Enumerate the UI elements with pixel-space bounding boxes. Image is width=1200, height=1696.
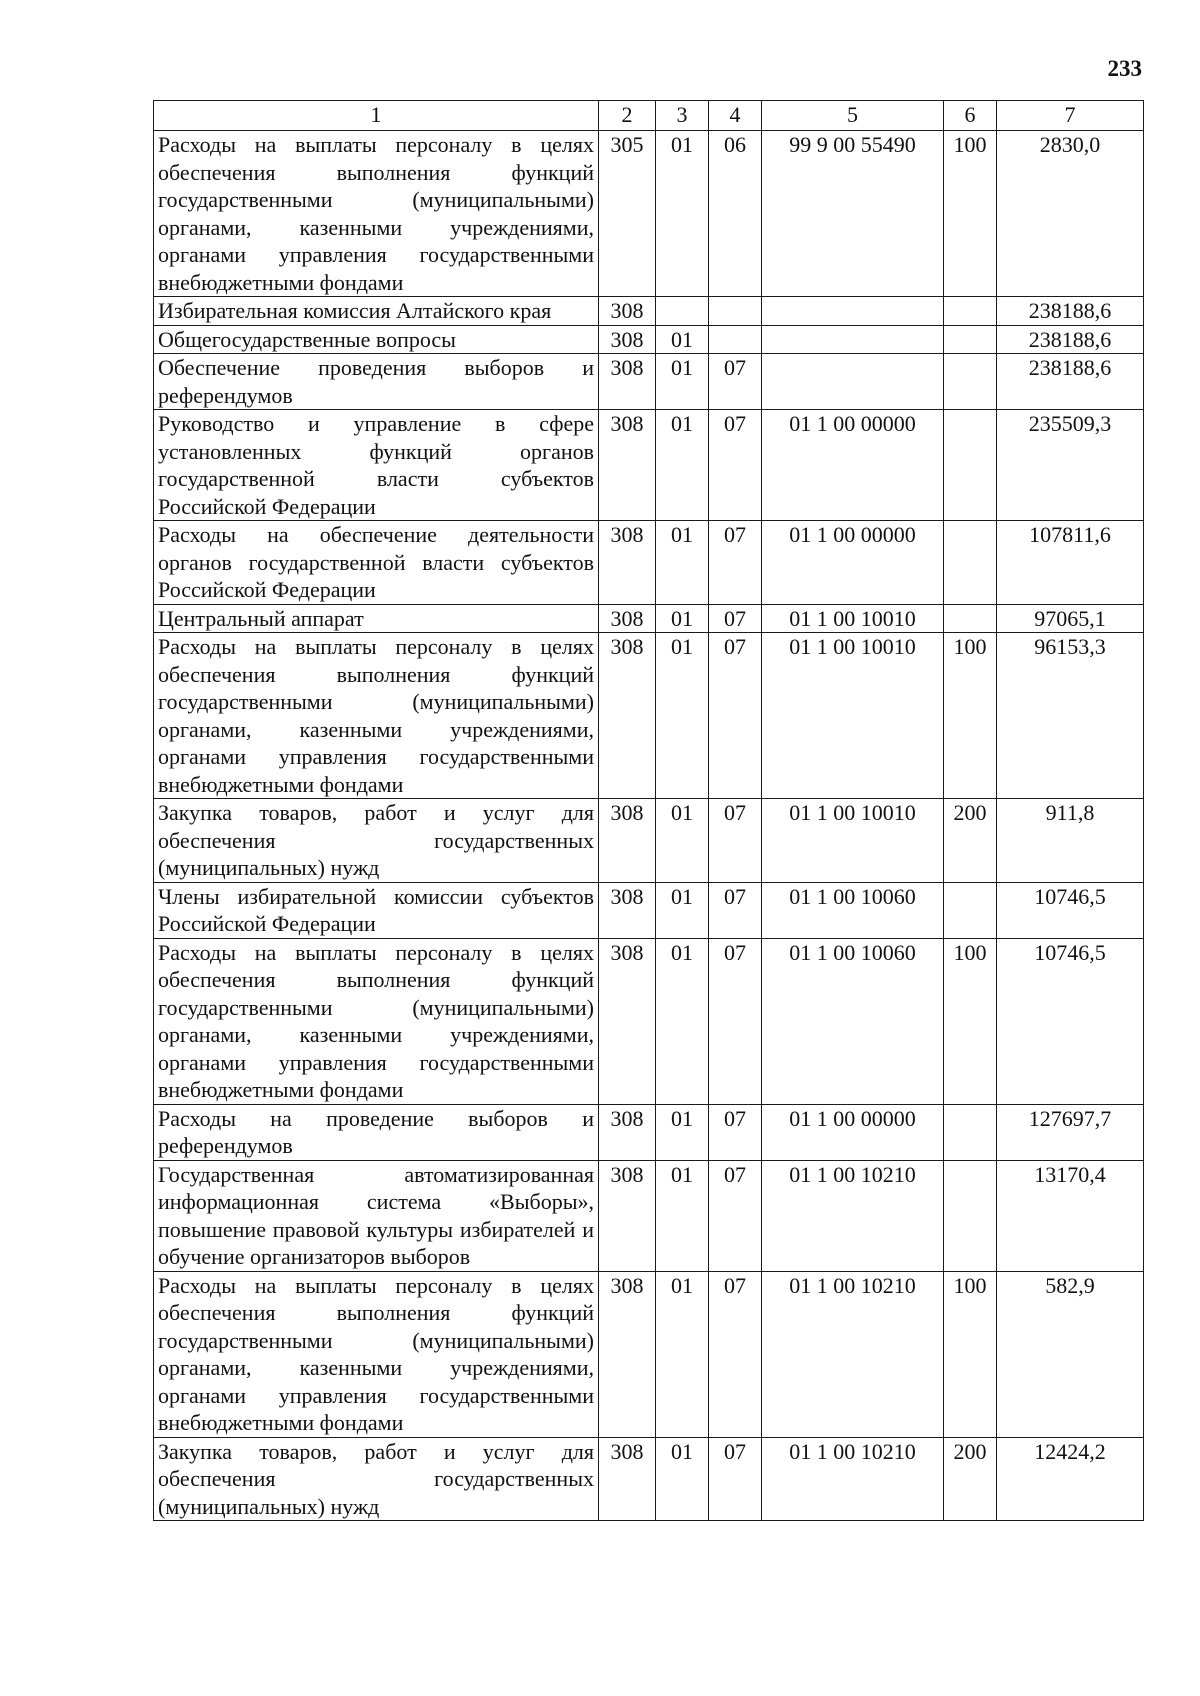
row-name: Расходы на обеспечение деятельности органов государственной власти субъектов Российской Федерации [154,521,599,605]
row-name: Избирательная комиссия Алтайского края [154,297,599,326]
row-col-5: 01 1 00 10210 [762,1160,944,1271]
row-col-7: 107811,6 [997,521,1144,605]
row-col-5: 01 1 00 00000 [762,410,944,521]
row-col-6 [944,297,997,326]
row-col-5: 01 1 00 10010 [762,633,944,799]
row-col-7: 12424,2 [997,1437,1144,1521]
row-col-6 [944,325,997,354]
row-col-4: 07 [709,799,762,883]
table-row [154,410,1144,521]
row-col-3: 01 [656,633,709,799]
row-col-6 [944,410,997,521]
table-row [154,1160,1144,1271]
row-col-2: 308 [599,1104,656,1160]
row-name: Расходы на проведение выборов и референдумов [154,1104,599,1160]
row-col-3: 01 [656,1437,709,1521]
row-name: Члены избирательной комиссии субъектов Российской Федерации [154,882,599,938]
row-col-4: 07 [709,1271,762,1437]
table-row [154,799,1144,883]
table-header [154,101,1144,131]
row-col-4: 07 [709,354,762,410]
table-row [154,604,1144,633]
row-col-3: 01 [656,1271,709,1437]
table-row [154,938,1144,1104]
row-col-5: 01 1 00 10210 [762,1437,944,1521]
row-col-7: 13170,4 [997,1160,1144,1271]
row-col-4: 07 [709,633,762,799]
row-col-4 [709,297,762,326]
row-col-7: 238188,6 [997,325,1144,354]
row-col-4: 07 [709,604,762,633]
row-col-7: 97065,1 [997,604,1144,633]
row-col-6: 200 [944,799,997,883]
row-col-5: 01 1 00 00000 [762,521,944,605]
row-col-7: 235509,3 [997,410,1144,521]
table-row [154,131,1144,297]
header-col-2: 2 [599,101,656,131]
row-col-3: 01 [656,604,709,633]
row-col-5: 01 1 00 10060 [762,882,944,938]
row-col-6 [944,1160,997,1271]
row-col-6: 100 [944,938,997,1104]
row-col-6: 100 [944,131,997,297]
row-col-6 [944,882,997,938]
row-name: Закупка товаров, работ и услуг для обеспечения государственных (муниципальных) нужд [154,799,599,883]
row-col-5 [762,354,944,410]
row-col-7: 238188,6 [997,297,1144,326]
row-col-7: 238188,6 [997,354,1144,410]
row-col-6 [944,1104,997,1160]
row-col-3: 01 [656,354,709,410]
row-col-6: 100 [944,1271,997,1437]
row-col-7: 911,8 [997,799,1144,883]
row-col-4: 06 [709,131,762,297]
row-col-3: 01 [656,938,709,1104]
row-col-3: 01 [656,799,709,883]
row-name: Расходы на выплаты персоналу в целях обеспечения выполнения функций государственными (муниципальными) органами, казенными учреждениями, органами управления государственными внебюджетными фондами [154,1271,599,1437]
row-col-6: 200 [944,1437,997,1521]
row-name: Общегосударственные вопросы [154,325,599,354]
header-col-1: 1 [154,101,599,131]
row-col-3: 01 [656,521,709,605]
header-col-3: 3 [656,101,709,131]
header-col-6: 6 [944,101,997,131]
row-col-3: 01 [656,325,709,354]
row-col-3: 01 [656,1160,709,1271]
row-col-2: 308 [599,354,656,410]
row-col-7: 10746,5 [997,882,1144,938]
header-col-7: 7 [997,101,1144,131]
row-col-5: 99 9 00 55490 [762,131,944,297]
row-col-2: 308 [599,325,656,354]
row-name: Обеспечение проведения выборов и референдумов [154,354,599,410]
row-col-6 [944,521,997,605]
table-body [154,131,1144,1521]
row-col-4: 07 [709,1160,762,1271]
row-col-7: 96153,3 [997,633,1144,799]
row-col-3: 01 [656,410,709,521]
row-col-4: 07 [709,1437,762,1521]
row-col-2: 308 [599,521,656,605]
row-col-3: 01 [656,1104,709,1160]
row-col-4: 07 [709,410,762,521]
table-row [154,1437,1144,1521]
row-name: Центральный аппарат [154,604,599,633]
table-row [154,1104,1144,1160]
row-name: Закупка товаров, работ и услуг для обеспечения государственных (муниципальных) нужд [154,1437,599,1521]
row-col-3: 01 [656,131,709,297]
table-row [154,297,1144,326]
row-name: Расходы на выплаты персоналу в целях обеспечения выполнения функций государственными (муниципальными) органами, казенными учреждениями, органами управления государственными внебюджетными фондами [154,938,599,1104]
budget-table [153,100,1144,1521]
row-col-4: 07 [709,521,762,605]
row-col-6 [944,354,997,410]
row-name: Расходы на выплаты персоналу в целях обеспечения выполнения функций государственными (муниципальными) органами, казенными учреждениями, органами управления государственными внебюджетными фондами [154,633,599,799]
row-col-5: 01 1 00 10010 [762,799,944,883]
row-col-2: 308 [599,882,656,938]
table-row [154,1271,1144,1437]
row-name: Расходы на выплаты персоналу в целях обеспечения выполнения функций государственными (муниципальными) органами, казенными учреждениями, органами управления государственными внебюджетными фондами [154,131,599,297]
table-row [154,882,1144,938]
header-col-4: 4 [709,101,762,131]
row-col-2: 308 [599,799,656,883]
row-col-2: 305 [599,131,656,297]
row-col-7: 582,9 [997,1271,1144,1437]
row-col-6: 100 [944,633,997,799]
table-row [154,633,1144,799]
row-col-4: 07 [709,938,762,1104]
table-row [154,521,1144,605]
row-col-5: 01 1 00 00000 [762,1104,944,1160]
row-col-4: 07 [709,882,762,938]
row-col-7: 2830,0 [997,131,1144,297]
row-col-5: 01 1 00 10210 [762,1271,944,1437]
row-name: Государственная автоматизированная информационная система «Выборы», повышение правовой культуры избирателей и обучение организаторов выборов [154,1160,599,1271]
row-col-5 [762,297,944,326]
row-col-5: 01 1 00 10060 [762,938,944,1104]
row-col-4 [709,325,762,354]
table-row [154,325,1144,354]
header-row [154,101,1144,131]
row-name: Руководство и управление в сфере установленных функций органов государственной власти субъектов Российской Федерации [154,410,599,521]
row-col-2: 308 [599,1160,656,1271]
row-col-5: 01 1 00 10010 [762,604,944,633]
row-col-7: 10746,5 [997,938,1144,1104]
row-col-2: 308 [599,410,656,521]
row-col-2: 308 [599,938,656,1104]
row-col-5 [762,325,944,354]
row-col-2: 308 [599,1437,656,1521]
row-col-6 [944,604,997,633]
table-row [154,354,1144,410]
row-col-2: 308 [599,1271,656,1437]
row-col-4: 07 [709,1104,762,1160]
row-col-7: 127697,7 [997,1104,1144,1160]
header-col-5: 5 [762,101,944,131]
row-col-2: 308 [599,604,656,633]
row-col-2: 308 [599,633,656,799]
row-col-3 [656,297,709,326]
row-col-2: 308 [599,297,656,326]
page-number: 233 [1107,56,1142,81]
row-col-3: 01 [656,882,709,938]
